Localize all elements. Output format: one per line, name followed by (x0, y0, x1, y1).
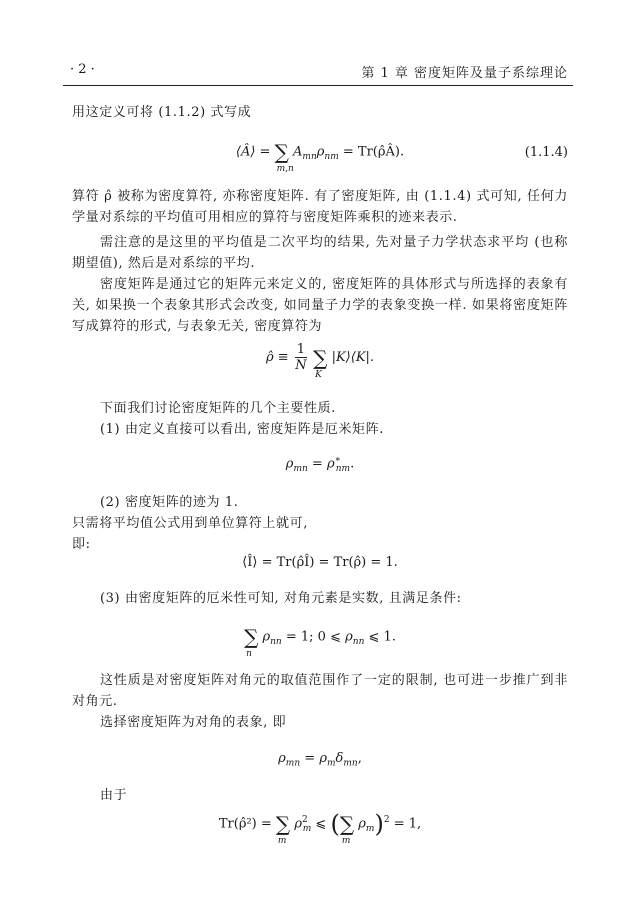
eq1-rest: = Tr(ρ̂Â). (342, 144, 405, 160)
eq2-body: |K⟩⟨K|. (331, 350, 375, 365)
paragraph-11: 这性质是对密度矩阵对角元的取值范围作了一定的限制, 也可进一步推广到非对角元. (72, 673, 568, 709)
eq1-body: A (293, 144, 303, 160)
eq2-sum-index: K (315, 369, 322, 380)
paragraph-6: (1) 由定义直接可以看出, 密度矩阵是厄米矩阵. (100, 422, 384, 437)
page-number: · 2 · (70, 62, 95, 77)
eq2-lhs: ρ̂ ≡ (265, 350, 289, 365)
paragraph-3: 需注意的是这里的平均值是二次平均的结果, 先对量子力学状态求平均 (也称期望值), 然后是对系综的平均. (72, 235, 568, 271)
equation-trace: ⟨Î⟩ = Tr(ρ̂Î) = Tr(ρ̂) = 1. (242, 555, 398, 570)
equation-hermitian: $\rho_{mn} = \rho^∗_{nm}$. (285, 455, 355, 474)
equation-trace-rho-squared: Tr(ρ̂²) = ∑ m $\rho^2_m$ ⩽ (∑ m $\rho_m)^2 = 1$, (218, 810, 422, 846)
equation-diagonal-representation: $\rho_{mn} = \rho_m\delta_{mn}$, (278, 751, 362, 769)
eq6-equals: = (304, 751, 316, 766)
eq5-sum-index: n (246, 649, 252, 659)
paragraph-1: 用这定义可将 (1.1.2) 式写成 (72, 105, 252, 120)
eq7-sum: ∑ m (275, 812, 291, 846)
eq3-rho: ρ (285, 456, 294, 472)
eq2-fraction (295, 342, 307, 373)
eq5-sum: ∑ n (244, 625, 259, 659)
equation-1-1-4: ⟨Â⟩ = ∑ m,n $A_{mn}\rho_{nm}$ = Tr(ρ̂Â). (235, 140, 405, 174)
eq2-denominator: N (295, 358, 307, 373)
eq7-mid: ⩽ (315, 816, 331, 832)
paragraph-5: 下面我们讨论密度矩阵的几个主要性质. (100, 401, 336, 416)
eq7-sum-index: m (277, 836, 287, 846)
paragraph-7: (2) 密度矩阵的迹为 1. (100, 495, 239, 510)
paragraph-4: 密度矩阵是通过它的矩阵元来定义的, 密度矩阵的具体形式与所选择的表象有关, 如果换一个表象其形式会改变, 如同量子力学的表象变换一样. 如果将密度矩阵写成算符的形式, 与表象无关, 密度算符为 (72, 277, 568, 334)
paragraph-13: 由于 (100, 788, 128, 803)
eq1-lhs: ⟨Â⟩ = (235, 144, 275, 160)
header-rule (63, 85, 573, 86)
equation-density-operator (72, 342, 568, 380)
eq1-sum: ∑ m,n (274, 140, 294, 174)
eq7-lhs: Tr(ρ̂²) = (218, 816, 276, 832)
eq7-tail: = 1, (393, 816, 422, 832)
eq5-body: = 1; 0 ⩽ (285, 629, 346, 645)
equation-number: (1.1.4) (524, 145, 568, 160)
eq7-sum-inner: ∑ m (339, 812, 355, 846)
paragraph-10: (3) 由密度矩阵的厄米性可知, 对角元素是实数, 且满足条件: (100, 591, 462, 606)
paragraph-12: 选择密度矩阵为对角的表象, 即 (100, 715, 287, 730)
paragraph-2: 算符 ρ̂ 被称为密度算符, 亦称密度矩阵. 有了密度矩阵, 由 (1.1.4) 式可知, 任何力学量对系综的平均值可用相应的算符与密度矩阵乘积的迹来表示. (72, 189, 568, 225)
eq2-numerator: 1 (296, 342, 306, 357)
chapter-title: 第 1 章 密度矩阵及量子系综理论 (361, 66, 568, 81)
paragraph-8: 只需将平均值公式用到单位算符上就可, (72, 516, 308, 531)
eq1-sum-index: m,n (276, 164, 294, 174)
eq2-sum: ∑ K (313, 345, 328, 380)
equation-diagonal-condition: ∑ n $\rho_{nn} = 1$; 0 ⩽ $\rho_{nn}$ ⩽ 1. (244, 625, 396, 659)
eq5-tail: ⩽ 1. (364, 629, 396, 645)
paragraph-9: 即: (72, 537, 91, 552)
